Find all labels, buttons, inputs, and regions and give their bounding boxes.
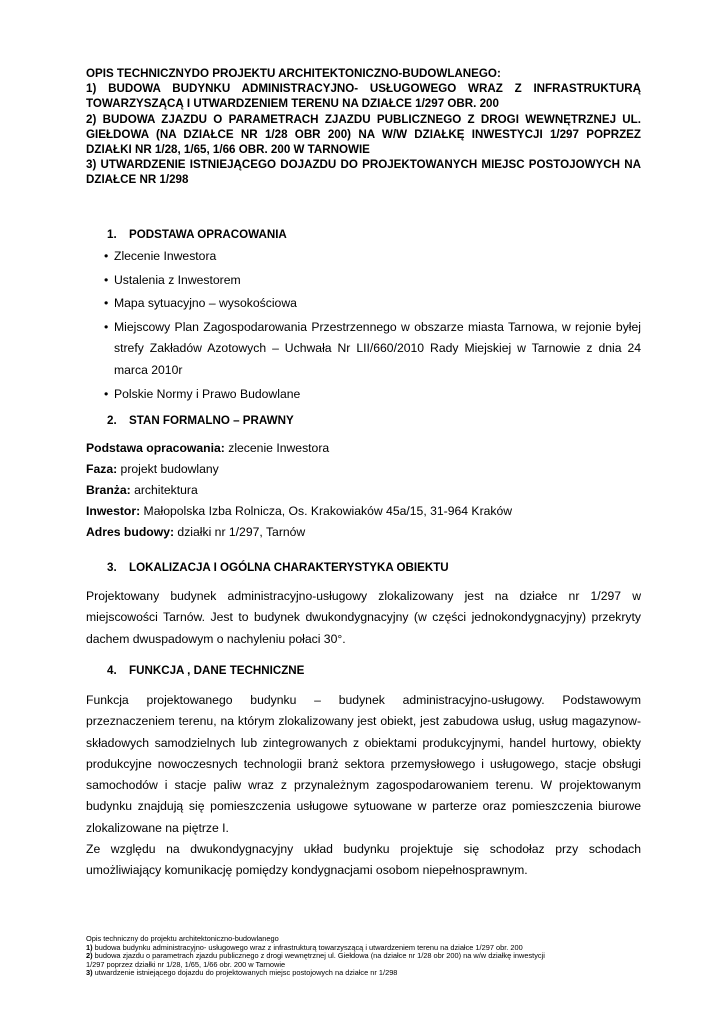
section-heading-2: [107, 414, 294, 427]
section-number: 2.: [107, 414, 117, 427]
field-row: [86, 483, 198, 497]
list-item: [86, 293, 641, 314]
field-row: [86, 525, 305, 539]
field-row: [86, 504, 512, 518]
bullet-icon: •: [104, 387, 109, 401]
section-paragraph: [86, 586, 641, 650]
footer-number: 1): [86, 942, 93, 952]
section-title: LOKALIZACJA I OGÓLNA CHARAKTERYSTYKA OBIEKTU: [129, 561, 449, 574]
paragraph-text: Funkcja projektowanego budynku – budynek administracyjno-usługowy. Podstawowym przeznaczeniem terenu, na którym zlokalizowany jest obiekt, jest zabudowa usług, usług magazynow-składowych samodzielnych lub zintegrowanych z obiektami produkcyjnymi, handel hurtowy, obiekty produkcyjne nowoczesnych technologii branż sektora przemysłowego i usługowego, stacje obsługi samochodów i stacje paliw wraz z przynależnym zagospodarowaniem terenu. W projektowanym budynku znajdują się pomieszczenia usługowe sytuowane w parterze oraz pomieszczenia biurowe zlokalizowane na piętrze I.: [86, 693, 641, 835]
page-footer: [86, 935, 646, 978]
list-item-text: Polskie Normy i Prawo Budowlane: [114, 387, 301, 401]
field-label: Adres budowy:: [86, 525, 175, 539]
footer-number: 2): [86, 951, 93, 961]
bullet-icon: •: [104, 272, 109, 287]
footer-text: budowa zjazdu o parametrach zjazdu publicznego z drogi wewnętrznej ul. Giełdowa (na działce nr 1/28 obr 200) na w/w działkę inwestycji: [92, 951, 545, 961]
section-title: FUNKCJA , DANE TECHNICZNE: [129, 664, 305, 677]
bullet-icon: •: [104, 296, 109, 310]
field-label: Faza:: [86, 462, 118, 476]
field-value: zlecenie Inwestora: [224, 441, 330, 455]
list-item: [86, 246, 641, 267]
bullet-icon: •: [104, 249, 109, 263]
field-value: architektura: [130, 483, 198, 497]
section-number: 4.: [107, 664, 117, 677]
list-item-text: Miejscowy Plan Zagospodarowania Przestrzennego w obszarze miasta Tarnowa, w rejonie byłej strefy Zakładów Azotowych – Uchwała Nr LII/660/2010 Rady Miejskiej w Tarnowie z dnia 24 marca 2010r: [114, 319, 641, 377]
section-number: 1.: [107, 228, 117, 241]
list-item: [86, 384, 641, 405]
list-item-text: Ustalenia z Inwestorem: [114, 272, 241, 287]
section-number: 3.: [107, 561, 117, 574]
list-item-text: Zlecenie Inwestora: [114, 249, 217, 263]
section-title: PODSTAWA OPRACOWANIA: [129, 228, 287, 241]
list-item: [86, 270, 641, 291]
field-value: działki nr 1/297, Tarnów: [174, 525, 306, 539]
section-heading-3: [107, 561, 449, 574]
section-heading-4: [107, 664, 304, 677]
title-item-3: 3) UTWARDZENIE ISTNIEJĄCEGO DOJAZDU DO PROJEKTOWANYCH MIEJSC POSTOJOWYCH NA DZIAŁCE NR 1/298: [86, 158, 641, 187]
field-label: Podstawa opracowania:: [86, 441, 225, 455]
list-item: [86, 317, 641, 382]
field-row: [86, 462, 219, 476]
footer-line: 1/297 poprzez działki nr 1/28, 1/65, 1/66 obr. 200 w Tarnowie: [86, 959, 286, 969]
field-value: projekt budowlany: [117, 462, 219, 476]
section-title: STAN FORMALNO – PRAWNY: [129, 414, 294, 427]
document-title: [86, 66, 641, 188]
bullet-icon: •: [104, 319, 109, 334]
footer-line: [86, 969, 646, 978]
footer-line: Opis techniczny do projektu architektoniczno-budowlanego: [86, 934, 279, 943]
field-label: Inwestor:: [86, 504, 141, 518]
title-item-1: 1) BUDOWA BUDYNKU ADMINISTRACYJNO- USŁUGOWEGO WRAZ Z INFRASTRUKTURĄ TOWARZYSZĄCĄ I UTWARDZENIEM TERENU NA DZIAŁCE 1/297 OBR. 200: [86, 82, 641, 111]
footer-text: budowa budynku administracyjno- usługowego wraz z infrastrukturą towarzyszącą i utwardzeniem terenu na działce 1/297 obr. 200: [92, 942, 523, 952]
footer-number: 3): [86, 968, 93, 978]
footer-text: utwardzenie istniejącego dojazdu do projektowanych miejsc postojowych na działce nr 1/298: [92, 968, 398, 978]
field-row: [86, 441, 329, 455]
bullet-list: [86, 246, 641, 408]
title-item-2: 2) BUDOWA ZJAZDU O PARAMETRACH ZJAZDU PUBLICZNEGO Z DROGI WEWNĘTRZNEJ UL. GIEŁDOWA (NA DZIAŁCE NR 1/28 OBR 200) NA W/W DZIAŁKĘ INWESTYCJI 1/297 POPRZEZ DZIAŁKI NR 1/28, 1/65, 1/66 OBR. 200 W TARNOWIE: [86, 112, 641, 157]
paragraph-text: Projektowany budynek administracyjno-usługowy zlokalizowany jest na działce nr 1/297 w miejscowości Tarnów. Jest to budynek dwukondygnacyjny (w części jednokondygnacyjny) przekryty dachem dwuspadowym o nachyleniu połaci 30°.: [86, 589, 641, 646]
section-heading-1: [107, 228, 287, 241]
section-paragraph: [86, 690, 641, 882]
field-label: Branża:: [86, 483, 131, 497]
paragraph-text: Ze względu na dwukondygnacyjny układ budynku projektuje się schodołaz przy schodach umożliwiający komunikację pomiędzy kondygnacjami osobom niepełnosprawnym.: [86, 842, 641, 878]
field-value: Małopolska Izba Rolnicza, Os. Krakowiaków 45a/15, 31-964 Kraków: [140, 504, 513, 518]
list-item-text: Mapa sytuacyjno – wysokościowa: [114, 296, 297, 310]
title-line: OPIS TECHNICZNYDO PROJEKTU ARCHITEKTONICZNO-BUDOWLANEGO:: [86, 67, 501, 80]
